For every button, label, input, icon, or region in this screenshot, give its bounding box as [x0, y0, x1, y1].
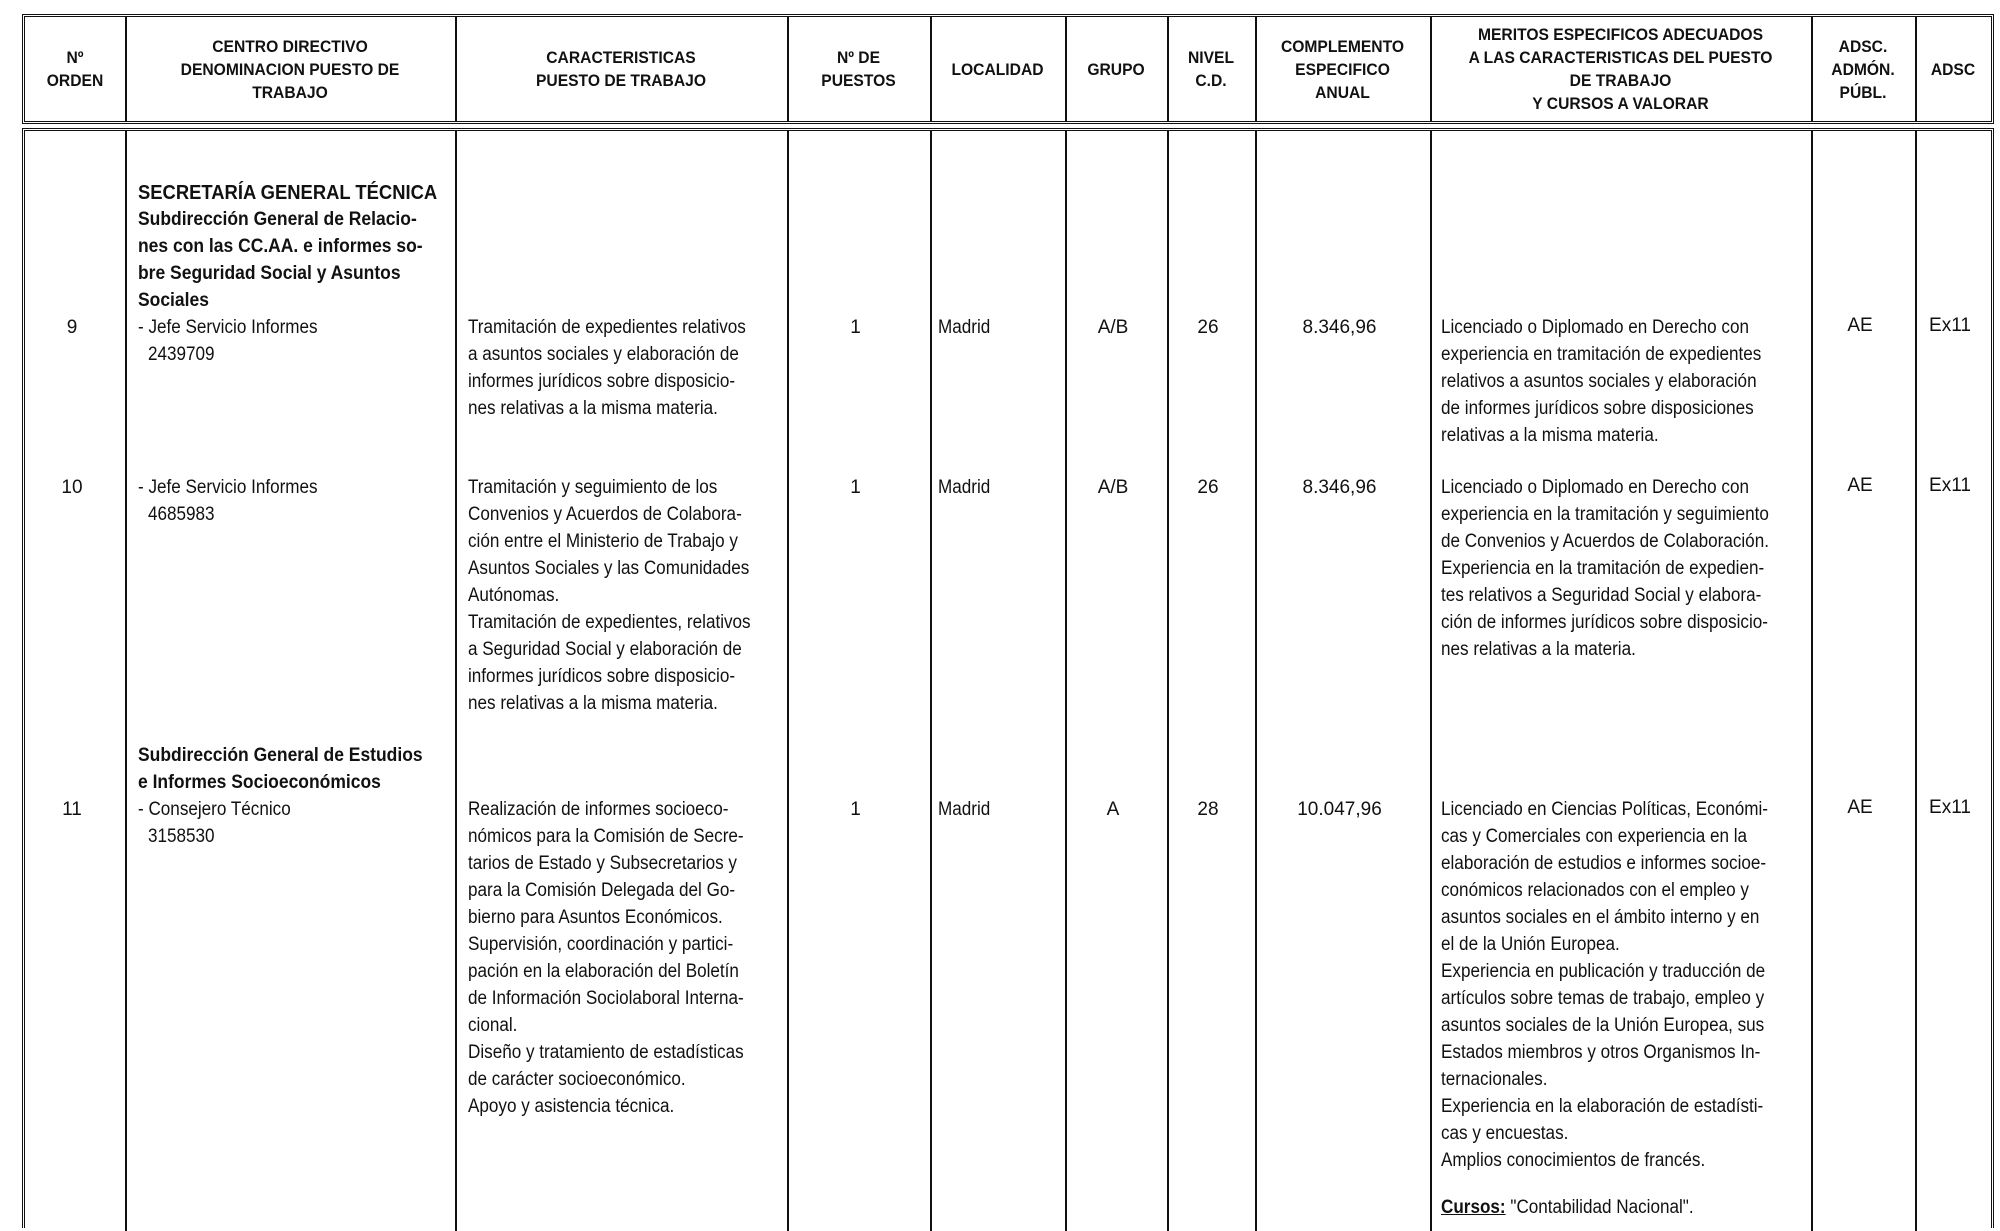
- cell-caracteristicas-line: Asuntos Sociales y las Comunidades: [468, 558, 750, 579]
- column-divider: [1430, 131, 1432, 1231]
- cell-meritos-line: cas y Comerciales con experiencia en la: [1441, 826, 1748, 847]
- cell-meritos-line: nes relativas a la materia.: [1441, 639, 1636, 660]
- cell-puesto: - Jefe Servicio Informes: [138, 477, 318, 498]
- table-header: [22, 14, 1994, 124]
- header-caracteristicas: CARACTERISTICAS PUESTO DE TRABAJO: [535, 48, 707, 90]
- cell-caracteristicas-line: de carácter socioeconómico.: [468, 1069, 686, 1090]
- section-subtitle-line: bre Seguridad Social y Asuntos: [138, 263, 401, 284]
- header-divider: [455, 17, 457, 121]
- cell-meritos-line: cas y encuestas.: [1441, 1123, 1569, 1144]
- cursos-value: "Contabilidad Nacional".: [1510, 1197, 1694, 1218]
- cell-adsc: Ex11: [1929, 797, 1971, 818]
- cell-meritos-line: de informes jurídicos sobre disposiciones: [1441, 398, 1754, 419]
- column-divider: [125, 131, 127, 1231]
- cell-adsc-admon: AE: [1847, 315, 1873, 336]
- cell-adsc: Ex11: [1929, 315, 1971, 336]
- cell-caracteristicas-line: Autónomas.: [468, 585, 560, 606]
- cell-nivel: 26: [1197, 317, 1219, 338]
- cell-caracteristicas-line: nes relativas a la misma materia.: [468, 398, 718, 419]
- cell-caracteristicas-line: Supervisión, coordinación y partici-: [468, 934, 734, 955]
- cell-caracteristicas-line: Apoyo y asistencia técnica.: [468, 1096, 675, 1117]
- header-divider: [125, 17, 127, 121]
- cell-caracteristicas-line: Tramitación y seguimiento de los: [468, 477, 718, 498]
- cell-puestos: 1: [850, 799, 861, 820]
- cell-meritos-line: ternacionales.: [1441, 1069, 1548, 1090]
- header-centro-directivo: CENTRO DIRECTIVO DENOMINACION PUESTO DE TRABAJO: [180, 36, 400, 102]
- column-divider: [1065, 131, 1067, 1231]
- cell-meritos-line: relativas a la misma materia.: [1441, 425, 1659, 446]
- section-subtitle-line: Subdirección General de Estudios: [138, 745, 423, 766]
- cell-caracteristicas-line: cional.: [468, 1015, 518, 1036]
- cell-puestos: 1: [850, 317, 861, 338]
- header-puestos: Nº DE PUESTOS: [821, 48, 896, 90]
- header-divider: [1255, 17, 1257, 121]
- cell-meritos-line: artículos sobre temas de trabajo, empleo y: [1441, 988, 1765, 1009]
- cell-adsc: Ex11: [1929, 475, 1971, 496]
- cell-caracteristicas-line: Convenios y Acuerdos de Colabora-: [468, 504, 742, 525]
- cell-meritos-line: asuntos sociales en el ámbito interno y en: [1441, 907, 1760, 928]
- cell-complemento: 10.047,96: [1297, 799, 1382, 820]
- column-divider: [787, 131, 789, 1231]
- cell-meritos-line: Amplios conocimientos de francés.: [1441, 1150, 1706, 1171]
- cell-caracteristicas-line: a Seguridad Social y elaboración de: [468, 639, 742, 660]
- section-subtitle-line: Sociales: [138, 290, 209, 311]
- cell-meritos-line: ción de informes jurídicos sobre disposicio-: [1441, 612, 1768, 633]
- cell-meritos-line: el de la Unión Europea.: [1441, 934, 1620, 955]
- cell-meritos-line: asuntos sociales de la Unión Europea, sus: [1441, 1015, 1765, 1036]
- cell-meritos-line: Licenciado o Diplomado en Derecho con: [1441, 317, 1749, 338]
- cell-meritos-line: relativos a asuntos sociales y elaboración: [1441, 371, 1757, 392]
- column-divider: [455, 131, 457, 1231]
- cell-meritos-line: experiencia en la tramitación y seguimiento: [1441, 504, 1769, 525]
- header-orden: Nº ORDEN: [46, 48, 104, 90]
- header-meritos: MERITOS ESPECIFICOS ADECUADOS A LAS CARACTERISTICAS DEL PUESTO DE TRABAJO Y CURSOS A VALORAR: [1468, 25, 1773, 113]
- section-title: SECRETARÍA GENERAL TÉCNICA: [138, 182, 438, 204]
- header-divider: [1167, 17, 1169, 121]
- header-divider: [930, 17, 932, 121]
- cell-cursos: [1441, 1195, 1694, 1222]
- header-divider: [1811, 17, 1813, 121]
- header-divider: [1915, 17, 1917, 121]
- cell-codigo: 3158530: [148, 826, 215, 847]
- section-subtitle-line: Subdirección General de Relacio-: [138, 209, 417, 230]
- cell-grupo: A: [1106, 799, 1120, 820]
- cell-caracteristicas-line: informes jurídicos sobre disposicio-: [468, 666, 736, 687]
- cell-meritos-line: Experiencia en la elaboración de estadísti-: [1441, 1096, 1764, 1117]
- cell-adsc-admon: AE: [1847, 475, 1873, 496]
- column-divider: [1915, 131, 1917, 1231]
- cell-caracteristicas-line: Realización de informes socioeco-: [468, 799, 729, 820]
- cell-caracteristicas-line: para la Comisión Delegada del Go-: [468, 880, 736, 901]
- cell-puesto: - Jefe Servicio Informes: [138, 317, 318, 338]
- cell-caracteristicas-line: nómicos para la Comisión de Secre-: [468, 826, 744, 847]
- cell-orden: 11: [62, 799, 82, 820]
- header-adsc-admon: ADSC. ADMÓN. PÚBL.: [1831, 36, 1895, 102]
- header-nivel: NIVEL C.D.: [1187, 48, 1235, 90]
- header-grupo: GRUPO: [1087, 59, 1145, 79]
- cell-complemento: 8.346,96: [1302, 317, 1377, 338]
- cell-codigo: 2439709: [148, 344, 215, 365]
- cell-meritos-line: de Convenios y Acuerdos de Colaboración.: [1441, 531, 1769, 552]
- section-subtitle-line: e Informes Socioeconómicos: [138, 772, 381, 793]
- cell-grupo: A/B: [1097, 317, 1129, 338]
- cell-adsc-admon: AE: [1847, 797, 1873, 818]
- cell-localidad: Madrid: [938, 317, 991, 338]
- cell-caracteristicas-line: nes relativas a la misma materia.: [468, 693, 718, 714]
- cell-meritos-line: Licenciado en Ciencias Políticas, Económi-: [1441, 799, 1768, 820]
- cell-caracteristicas-line: de Información Sociolaboral Interna-: [468, 988, 744, 1009]
- cell-localidad: Madrid: [938, 477, 991, 498]
- header-complemento: COMPLEMENTO ESPECIFICO ANUAL: [1280, 36, 1405, 102]
- cell-caracteristicas-line: Tramitación de expedientes, relativos: [468, 612, 751, 633]
- cell-puesto: - Consejero Técnico: [138, 799, 291, 820]
- cell-puestos: 1: [850, 477, 861, 498]
- column-divider: [1167, 131, 1169, 1231]
- cell-localidad: Madrid: [938, 799, 991, 820]
- cell-caracteristicas-line: ción entre el Ministerio de Trabajo y: [468, 531, 738, 552]
- cell-caracteristicas-line: pación en la elaboración del Boletín: [468, 961, 739, 982]
- cell-caracteristicas-line: tarios de Estado y Subsecretarios y: [468, 853, 737, 874]
- cell-complemento: 8.346,96: [1302, 477, 1377, 498]
- header-adsc: ADSC: [1930, 59, 1976, 79]
- header-divider: [1430, 17, 1432, 121]
- cell-meritos-line: conómicos relacionados con el empleo y: [1441, 880, 1749, 901]
- cell-caracteristicas-line: informes jurídicos sobre disposicio-: [468, 371, 736, 392]
- column-divider: [930, 131, 932, 1231]
- header-divider: [787, 17, 789, 121]
- cursos-label: Cursos:: [1441, 1197, 1506, 1218]
- cell-codigo: 4685983: [148, 504, 215, 525]
- cell-meritos-line: Experiencia en publicación y traducción de: [1441, 961, 1766, 982]
- cell-caracteristicas-line: Tramitación de expedientes relativos: [468, 317, 746, 338]
- cell-meritos-line: Licenciado o Diplomado en Derecho con: [1441, 477, 1749, 498]
- cell-caracteristicas-line: bierno para Asuntos Económicos.: [468, 907, 723, 928]
- cell-nivel: 26: [1197, 477, 1219, 498]
- cell-orden: 9: [66, 317, 78, 338]
- cell-grupo: A/B: [1097, 477, 1129, 498]
- section-subtitle-line: nes con las CC.AA. e informes so-: [138, 236, 423, 257]
- cell-caracteristicas-line: a asuntos sociales y elaboración de: [468, 344, 739, 365]
- cell-meritos-line: Experiencia en la tramitación de expedien-: [1441, 558, 1765, 579]
- header-divider: [1065, 17, 1067, 121]
- column-divider: [1255, 131, 1257, 1231]
- cell-orden: 10: [61, 477, 83, 498]
- cell-caracteristicas-line: Diseño y tratamiento de estadísticas: [468, 1042, 744, 1063]
- cell-meritos-line: Estados miembros y otros Organismos In-: [1441, 1042, 1761, 1063]
- cell-meritos-line: experiencia en tramitación de expedientes: [1441, 344, 1762, 365]
- cell-meritos-line: elaboración de estudios e informes socioe-: [1441, 853, 1767, 874]
- cell-meritos-line: tes relativos a Seguridad Social y elabora-: [1441, 585, 1762, 606]
- column-divider: [1811, 131, 1813, 1231]
- header-localidad: LOCALIDAD: [951, 59, 1044, 79]
- cell-nivel: 28: [1197, 799, 1219, 820]
